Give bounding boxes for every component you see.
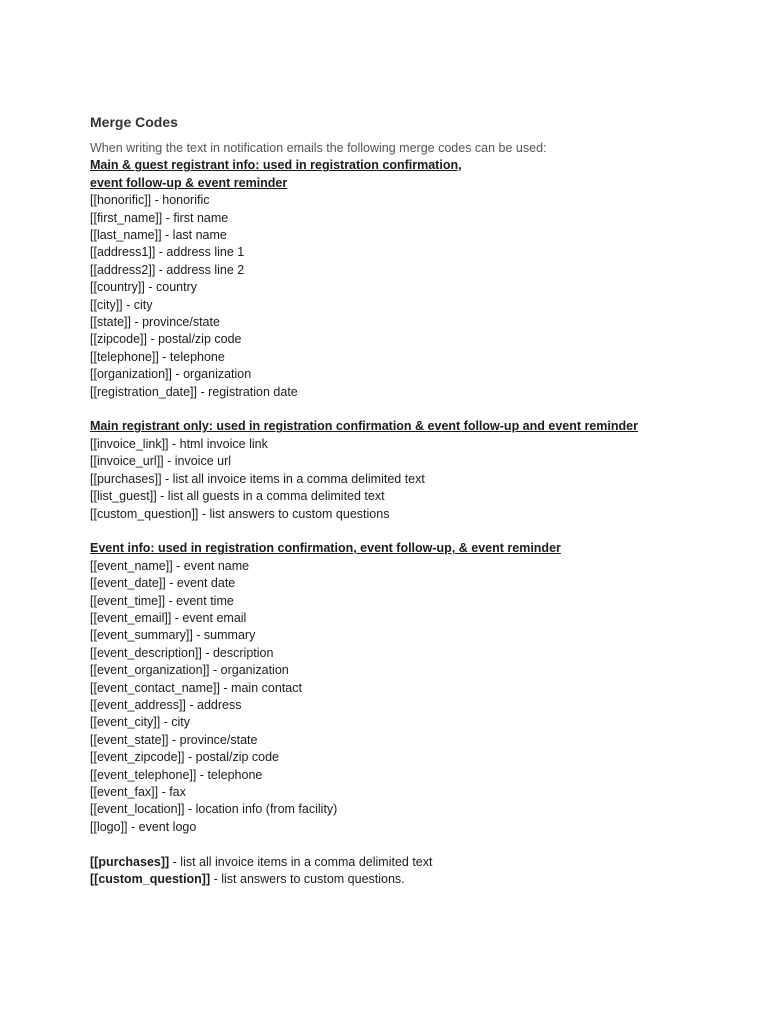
section-heading: event follow-up & event reminder bbox=[90, 175, 288, 190]
merge-code-item: [[first_name]] - first name bbox=[90, 210, 229, 225]
merge-code-item: [[logo]] - event logo bbox=[90, 819, 197, 834]
merge-code-item: [[event_contact_name]] - main contact bbox=[90, 680, 302, 695]
merge-code: [[purchases]] bbox=[90, 854, 170, 869]
merge-code-item: [[event_summary]] - summary bbox=[90, 628, 256, 643]
merge-code-item: [[invoice_url]] - invoice url bbox=[90, 454, 232, 469]
merge-code: [[custom_question]] bbox=[90, 872, 211, 887]
merge-code-item: [[address1]] - address line 1 bbox=[90, 245, 245, 260]
merge-code-item: [[event_organization]] - organization bbox=[90, 663, 289, 678]
merge-code-item: [[registration_date]] - registration date bbox=[90, 384, 298, 399]
merge-code-item: [[event_address]] - address bbox=[90, 697, 242, 712]
merge-code-item: [[country]] - country bbox=[90, 280, 197, 295]
section-heading: Event info: used in registration confirmation, event follow-up, & event reminder bbox=[90, 541, 561, 556]
merge-code-item: [[event_location]] - location info (from facility) bbox=[90, 802, 338, 817]
page-title: Merge Codes bbox=[90, 114, 178, 130]
section-event-info bbox=[90, 540, 710, 836]
merge-code-item: [[event_date]] - event date bbox=[90, 576, 236, 591]
merge-code-item: [[event_city]] - city bbox=[90, 715, 191, 730]
merge-code-item: [[purchases]] - list all invoice items in a comma delimited text bbox=[90, 471, 425, 486]
footer-item bbox=[90, 871, 710, 888]
merge-code-item: [[event_zipcode]] - postal/zip code bbox=[90, 750, 280, 765]
merge-code-item: [[event_name]] - event name bbox=[90, 558, 250, 573]
intro-text: When writing the text in notification emails the following merge codes can be used: bbox=[90, 141, 547, 155]
section-heading: Main registrant only: used in registration confirmation & event follow-up and event reminder bbox=[90, 419, 638, 434]
merge-code-item: [[event_fax]] - fax bbox=[90, 785, 186, 799]
merge-code-item: [[honorific]] - honorific bbox=[90, 193, 210, 208]
merge-code-item: [[event_telephone]] - telephone bbox=[90, 767, 263, 782]
spacer bbox=[90, 836, 710, 853]
merge-code-item: [[event_email]] - event email bbox=[90, 610, 247, 625]
footer-item bbox=[90, 854, 710, 871]
section-registrant-info bbox=[90, 157, 710, 401]
merge-code-item: [[zipcode]] - postal/zip code bbox=[90, 332, 242, 347]
merge-code-description: - list all invoice items in a comma delimited text bbox=[169, 854, 433, 869]
section-heading: Main & guest registrant info: used in registration confirmation, bbox=[90, 158, 462, 173]
footer-notes bbox=[90, 854, 710, 889]
merge-code-item: [[last_name]] - last name bbox=[90, 228, 227, 243]
merge-code-item: [[event_state]] - province/state bbox=[90, 732, 258, 747]
merge-code-item: [[city]] - city bbox=[90, 297, 153, 312]
merge-code-item: [[telephone]] - telephone bbox=[90, 349, 225, 364]
merge-code-item: [[state]] - province/state bbox=[90, 315, 220, 330]
spacer bbox=[90, 523, 710, 540]
merge-code-item: [[event_time]] - event time bbox=[90, 593, 234, 608]
merge-code-item: [[invoice_link]] - html invoice link bbox=[90, 436, 268, 451]
merge-code-item: [[list_guest]] - list all guests in a comma delimited text bbox=[90, 489, 385, 504]
merge-code-item: [[custom_question]] - list answers to custom questions bbox=[90, 506, 390, 521]
merge-code-item: [[event_description]] - description bbox=[90, 645, 274, 660]
merge-code-item: [[address2]] - address line 2 bbox=[90, 262, 245, 277]
spacer bbox=[90, 401, 710, 418]
document-page bbox=[90, 113, 710, 888]
section-main-registrant bbox=[90, 418, 710, 522]
merge-code-description: - list answers to custom questions. bbox=[210, 872, 405, 887]
merge-code-item: [[organization]] - organization bbox=[90, 367, 252, 382]
